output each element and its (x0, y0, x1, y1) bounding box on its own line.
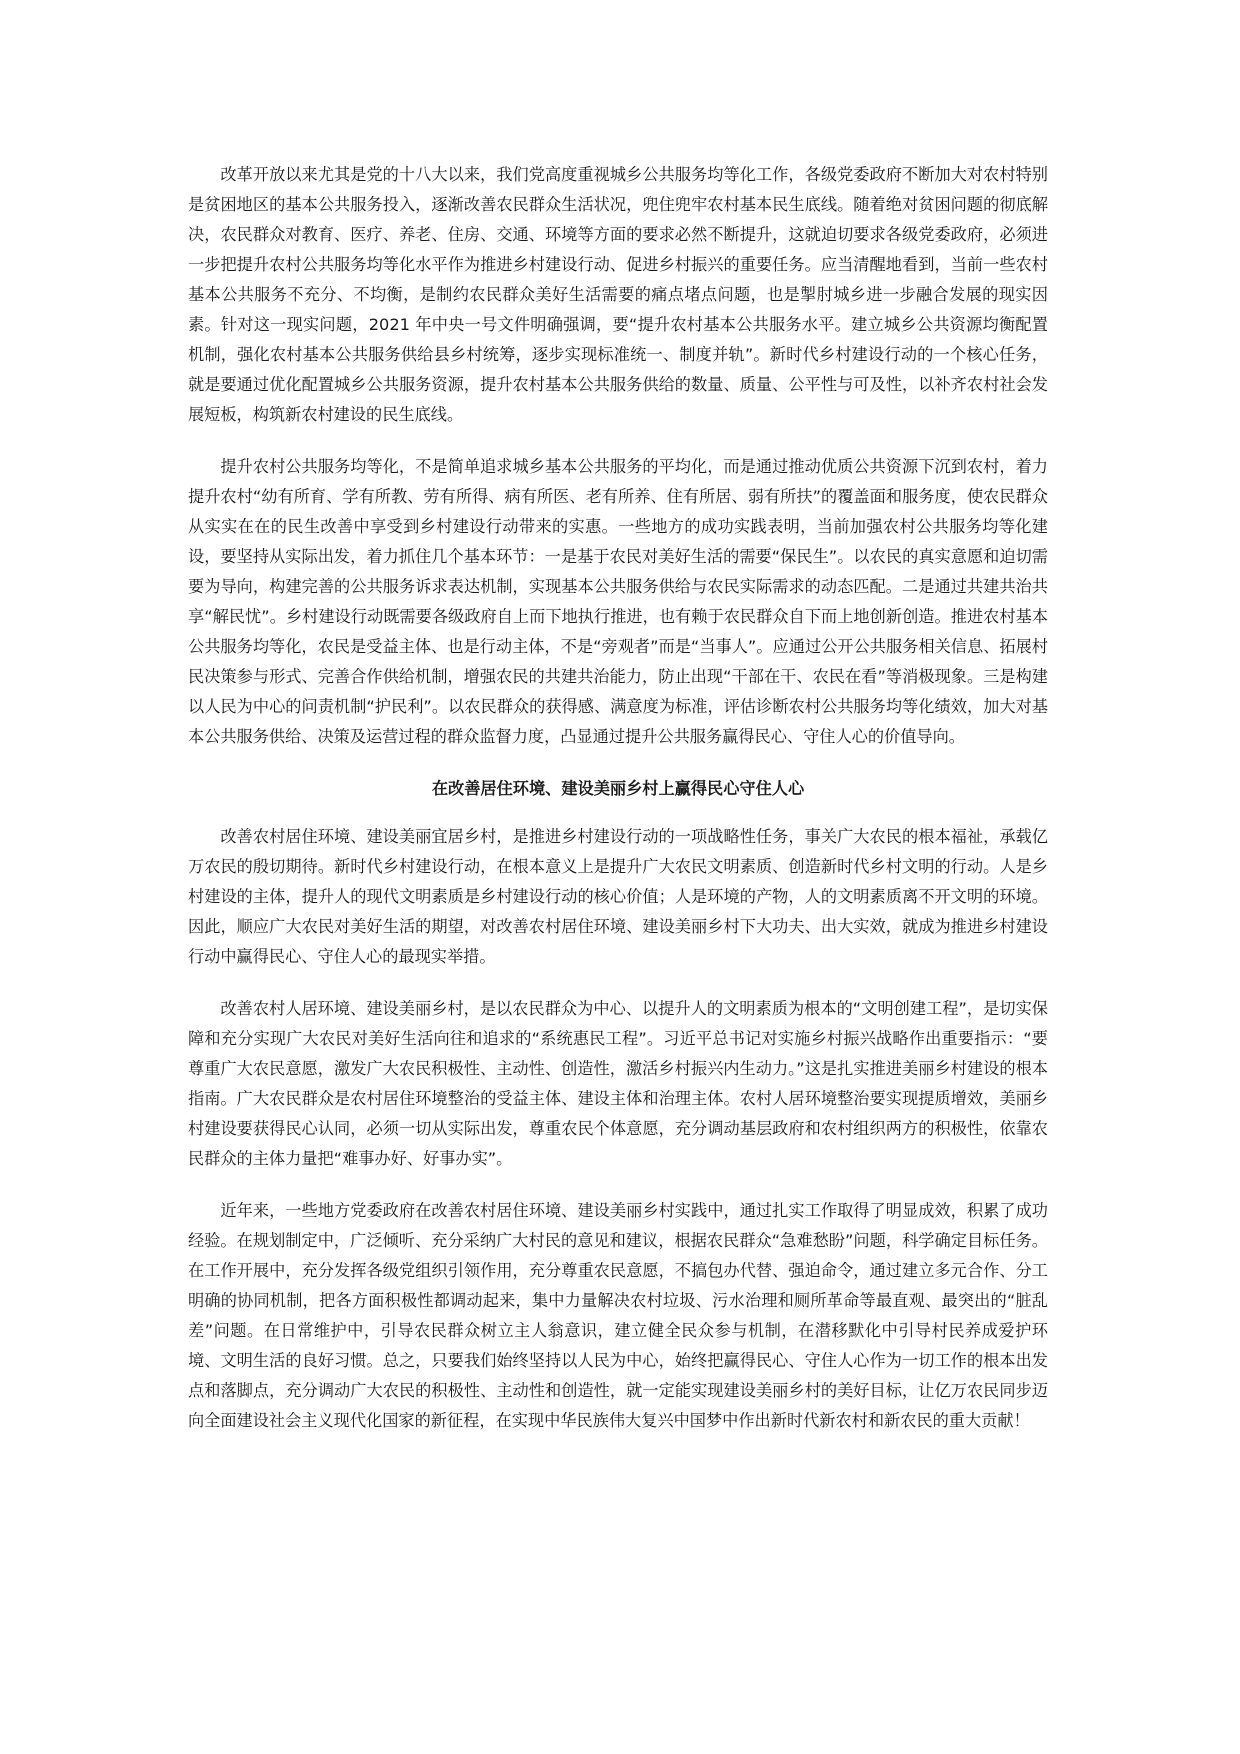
section-heading: 在改善居住环境、建设美丽乡村上赢得民心守住人心 (431, 779, 805, 798)
document-page (188, 160, 1048, 1458)
paragraph-3: 改善农村居住环境、建设美丽宜居乡村，是推进乡村建设行动的一项战略性任务，事关广大农民的根本福祉，承载亿万农民的殷切期待。新时代乡村建设行动，在根本意义上是提升广大农民文明素质、创造新时代乡村文明的行动。人是乡村建设的主体，提升人的现代文明素质是乡村建设行动的核心价值；人是环境的产物，人的文明素质离不开文明的环境。因此，顺应广大农民对美好生活的期望，对改善农村居住环境、建设美丽乡村下大功夫、出大实效，就成为推进乡村建设行动中赢得民心、守住人心的最现实举措。 (188, 827, 1048, 966)
paragraph-2: 提升农村公共服务均等化，不是简单追求城乡基本公共服务的平均化，而是通过推动优质公共资源下沉到农村，着力提升农村“幼有所育、学有所教、劳有所得、病有所医、老有所养、住有所居、弱有所扶”的覆盖面和服务度，使农民群众从实实在在的民生改善中享受到乡村建设行动带来的实惠。一些地方的成功实践表明，当前加强农村公共服务均等化建设，要坚持从实际出发，着力抓住几个基本环节：一是基于农民对美好生活的需要“保民生”。以农民的真实意愿和迫切需要为导向，构建完善的公共服务诉求表达机制，实现基本公共服务供给与农民实际需求的动态匹配。二是通过共建共治共享“解民忧”。乡村建设行动既需要各级政府自上而下地执行推进，也有赖于农民群众自下而上地创新创造。推进农村基本公共服务均等化，农民是受益主体、也是行动主体，不是“旁观者”而是“当事人”。应通过公开公共服务相关信息、拓展村民决策参与形式、完善合作供给机制，增强农民的共建共治能力，防止出现“干部在干、农民在看”等消极现象。三是构建以人民为中心的问责机制“护民利”。以农民群众的获得感、满意度为标准，评估诊断农村公共服务均等化绩效，加大对基本公共服务供给、决策及运营过程的群众监督力度，凸显通过提升公共服务赢得民心、守住人心的价值导向。 (188, 457, 1048, 746)
paragraph-1: 改革开放以来尤其是党的十八大以来，我们党高度重视城乡公共服务均等化工作，各级党委政府不断加大对农村特别是贫困地区的基本公共服务投入，逐渐改善农民群众生活状况，兜住兜牢农村基本民生底线。随着绝对贫困问题的彻底解决，农民群众对教育、医疗、养老、住房、交通、环境等方面的要求必然不断提升，这就迫切要求各级党委政府，必须进一步把提升农村公共服务均等化水平作为推进乡村建设行动、促进乡村振兴的重要任务。应当清醒地看到，当前一些农村基本公共服务不充分、不均衡，是制约农民群众美好生活需要的痛点堵点问题，也是掣肘城乡进一步融合发展的现实因素。针对这一现实问题，2021 年中央一号文件明确强调，要“提升农村基本公共服务水平。建立城乡公共资源均衡配置机制，强化农村基本公共服务供给县乡村统筹，逐步实现标准统一、制度并轨”。新时代乡村建设行动的一个核心任务，就是要通过优化配置城乡公共服务资源，提升农村基本公共服务供给的数量、质量、公平性与可及性，以补齐农村社会发展短板，构筑新农村建设的民生底线。 (188, 165, 1048, 424)
paragraph-4: 改善农村人居环境、建设美丽乡村，是以农民群众为中心、以提升人的文明素质为根本的“文明创建工程”，是切实保障和充分实现广大农民对美好生活向往和追求的“系统惠民工程”。习近平总书记对实施乡村振兴战略作出重要指示：“要尊重广大农民意愿，激发广大农民积极性、主动性、创造性，激活乡村振兴内生动力。”这是扎实推进美丽乡村建设的根本指南。广大农民群众是农村居住环境整治的受益主体、建设主体和治理主体。农村人居环境整治要实现提质增效，美丽乡村建设要获得民心认同，必须一切从实际出发，尊重农民个体意愿，充分调动基层政府和农村组织两方的积极性，依靠农民群众的主体力量把“难事办好、好事办实”。 (188, 999, 1048, 1168)
paragraph-5: 近年来，一些地方党委政府在改善农村居住环境、建设美丽乡村实践中，通过扎实工作取得了明显成效，积累了成功经验。在规划制定中，广泛倾听、充分采纳广大村民的意见和建议，根据农民群众“急难愁盼”问题，科学确定目标任务。在工作开展中，充分发挥各级党组织引领作用，充分尊重农民意愿，不搞包办代替、强迫命令，通过建立多元合作、分工明确的协同机制，把各方面积极性都调动起来，集中力量解决农村垃圾、污水治理和厕所革命等最直观、最突出的“脏乱差”问题。在日常维护中，引导农民群众树立主人翁意识，建立健全民众参与机制，在潜移默化中引导村民养成爱护环境、文明生活的良好习惯。总之，只要我们始终坚持以人民为中心，始终把赢得民心、守住人心作为一切工作的根本出发点和落脚点，充分调动广大农民的积极性、主动性和创造性，就一定能实现建设美丽乡村的美好目标，让亿万农民同步迈向全面建设社会主义现代化国家的新征程，在实现中华民族伟大复兴中国梦中作出新时代新农村和新农民的重大贡献！ (188, 1201, 1048, 1430)
